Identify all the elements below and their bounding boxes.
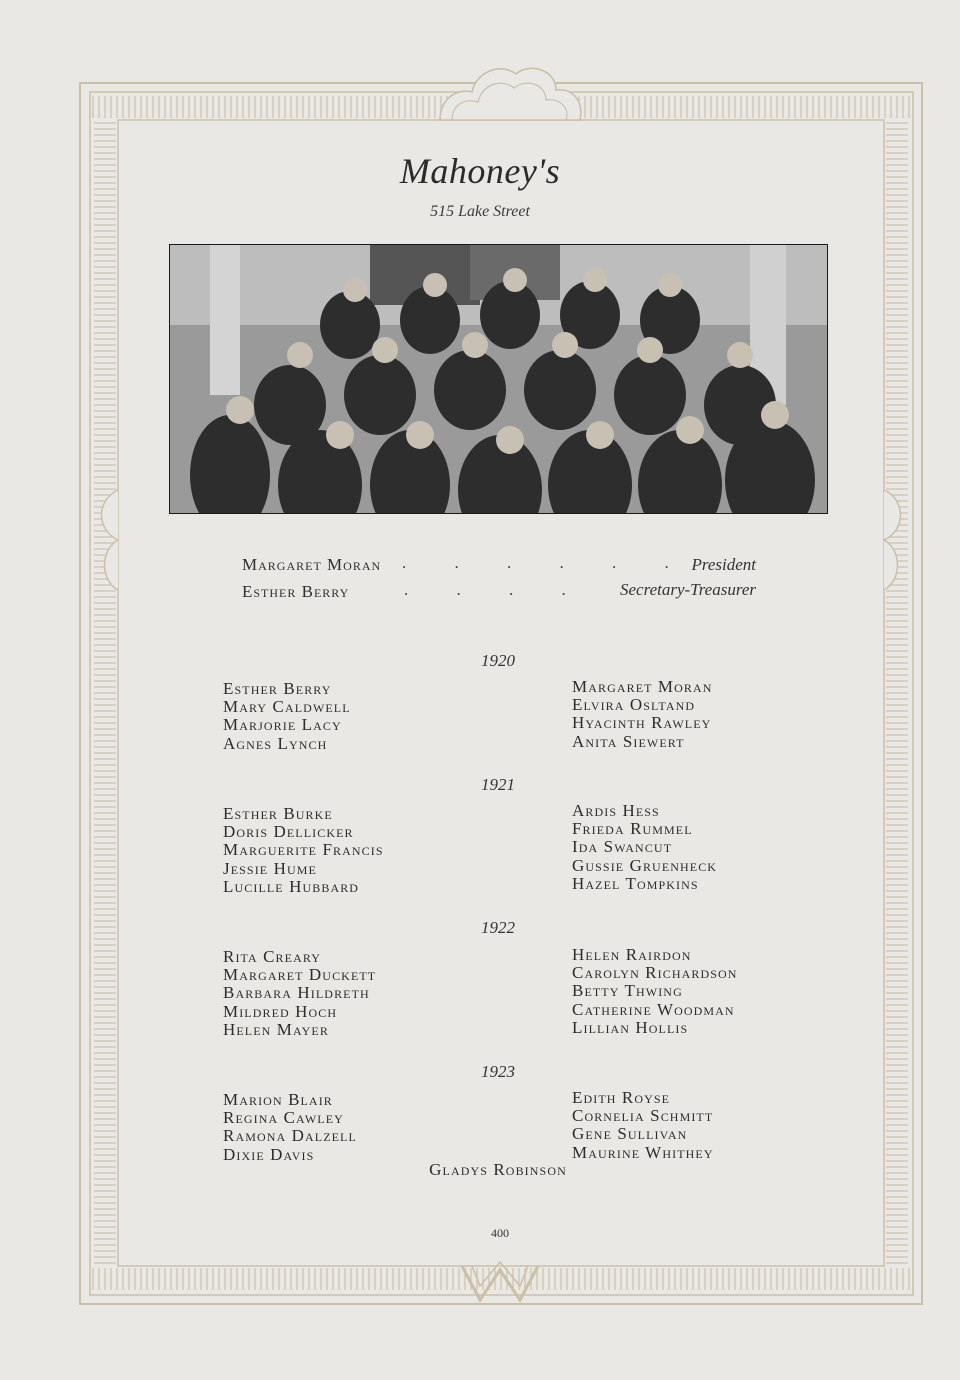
member-name: Marguerite Francis (223, 840, 384, 860)
member-name: Regina Cawley (223, 1108, 344, 1128)
officer-role-secretary: Secretary-Treasurer (620, 580, 756, 599)
member-name: Marjorie Lacy (223, 715, 342, 735)
member-name-centered: Gladys Robinson (429, 1160, 567, 1179)
class-1922-right-list (572, 946, 738, 1037)
member-name: Lucille Hubbard (223, 876, 360, 896)
member-name: Helen Rairdon (572, 945, 692, 964)
member-name: Doris Dellicker (223, 822, 354, 842)
member-name: Hyacinth Rawley (572, 713, 712, 733)
officer-name-secretary: Esther Berry (242, 582, 350, 601)
class-year-heading: 1920 (481, 651, 515, 670)
class-year-heading: 1922 (481, 918, 515, 937)
officer-leader-dots: . . . . (404, 580, 588, 599)
member-name: Catherine Woodman (572, 999, 735, 1019)
member-name: Esther Berry (223, 679, 332, 698)
member-name: Marion Blair (223, 1090, 333, 1109)
member-name: Anita Siewert (572, 731, 685, 751)
member-name: Cornelia Schmitt (572, 1106, 714, 1126)
member-name: Edith Royse (572, 1088, 671, 1107)
member-name: Barbara Hildreth (223, 983, 370, 1003)
member-name: Carolyn Richardson (572, 963, 738, 983)
member-name: Frieda Rummel (572, 819, 693, 839)
member-name: Helen Mayer (223, 1019, 329, 1039)
member-name: Esther Burke (223, 804, 333, 823)
organization-address: 515 Lake Street (430, 203, 530, 220)
class-1921-left-list (223, 805, 384, 896)
class-1923-left-list (223, 1091, 357, 1164)
member-name: Ida Swancut (572, 837, 673, 857)
organization-title: Mahoney's (399, 151, 561, 191)
member-name: Gussie Gruenheck (572, 855, 718, 875)
member-name: Betty Thwing (572, 981, 683, 1001)
officer-leader-dots: . . . . . . (402, 553, 691, 572)
member-name: Lillian Hollis (572, 1017, 689, 1037)
officer-role-president: President (691, 555, 756, 574)
class-1922-left-list (223, 948, 376, 1039)
group-photo-icon (170, 245, 827, 513)
class-1920-left-list (223, 680, 351, 753)
member-name: Gene Sullivan (572, 1124, 688, 1144)
class-1920-right-list (572, 678, 713, 751)
member-name: Hazel Tompkins (572, 873, 699, 893)
member-name: Jessie Hume (223, 858, 317, 878)
class-year-heading: 1923 (481, 1062, 515, 1081)
member-name: Margaret Moran (572, 677, 713, 696)
member-name: Ardis Hess (572, 801, 660, 820)
page-number: 400 (491, 1226, 509, 1240)
group-photo (169, 244, 828, 514)
member-name: Rita Creary (223, 947, 322, 966)
member-name: Ramona Dalzell (223, 1126, 357, 1146)
class-1921-right-list (572, 802, 717, 893)
officer-name-president: Margaret Moran (242, 555, 382, 574)
class-year-heading: 1921 (481, 775, 515, 794)
class-1923-right-list (572, 1089, 714, 1162)
member-name: Mildred Hoch (223, 1001, 338, 1021)
member-name: Dixie Davis (223, 1144, 315, 1164)
member-name: Elvira Osltand (572, 695, 696, 715)
member-name: Agnes Lynch (223, 733, 328, 753)
member-name: Margaret Duckett (223, 965, 377, 985)
member-name: Mary Caldwell (223, 697, 351, 717)
member-name: Maurine Whithey (572, 1142, 714, 1162)
